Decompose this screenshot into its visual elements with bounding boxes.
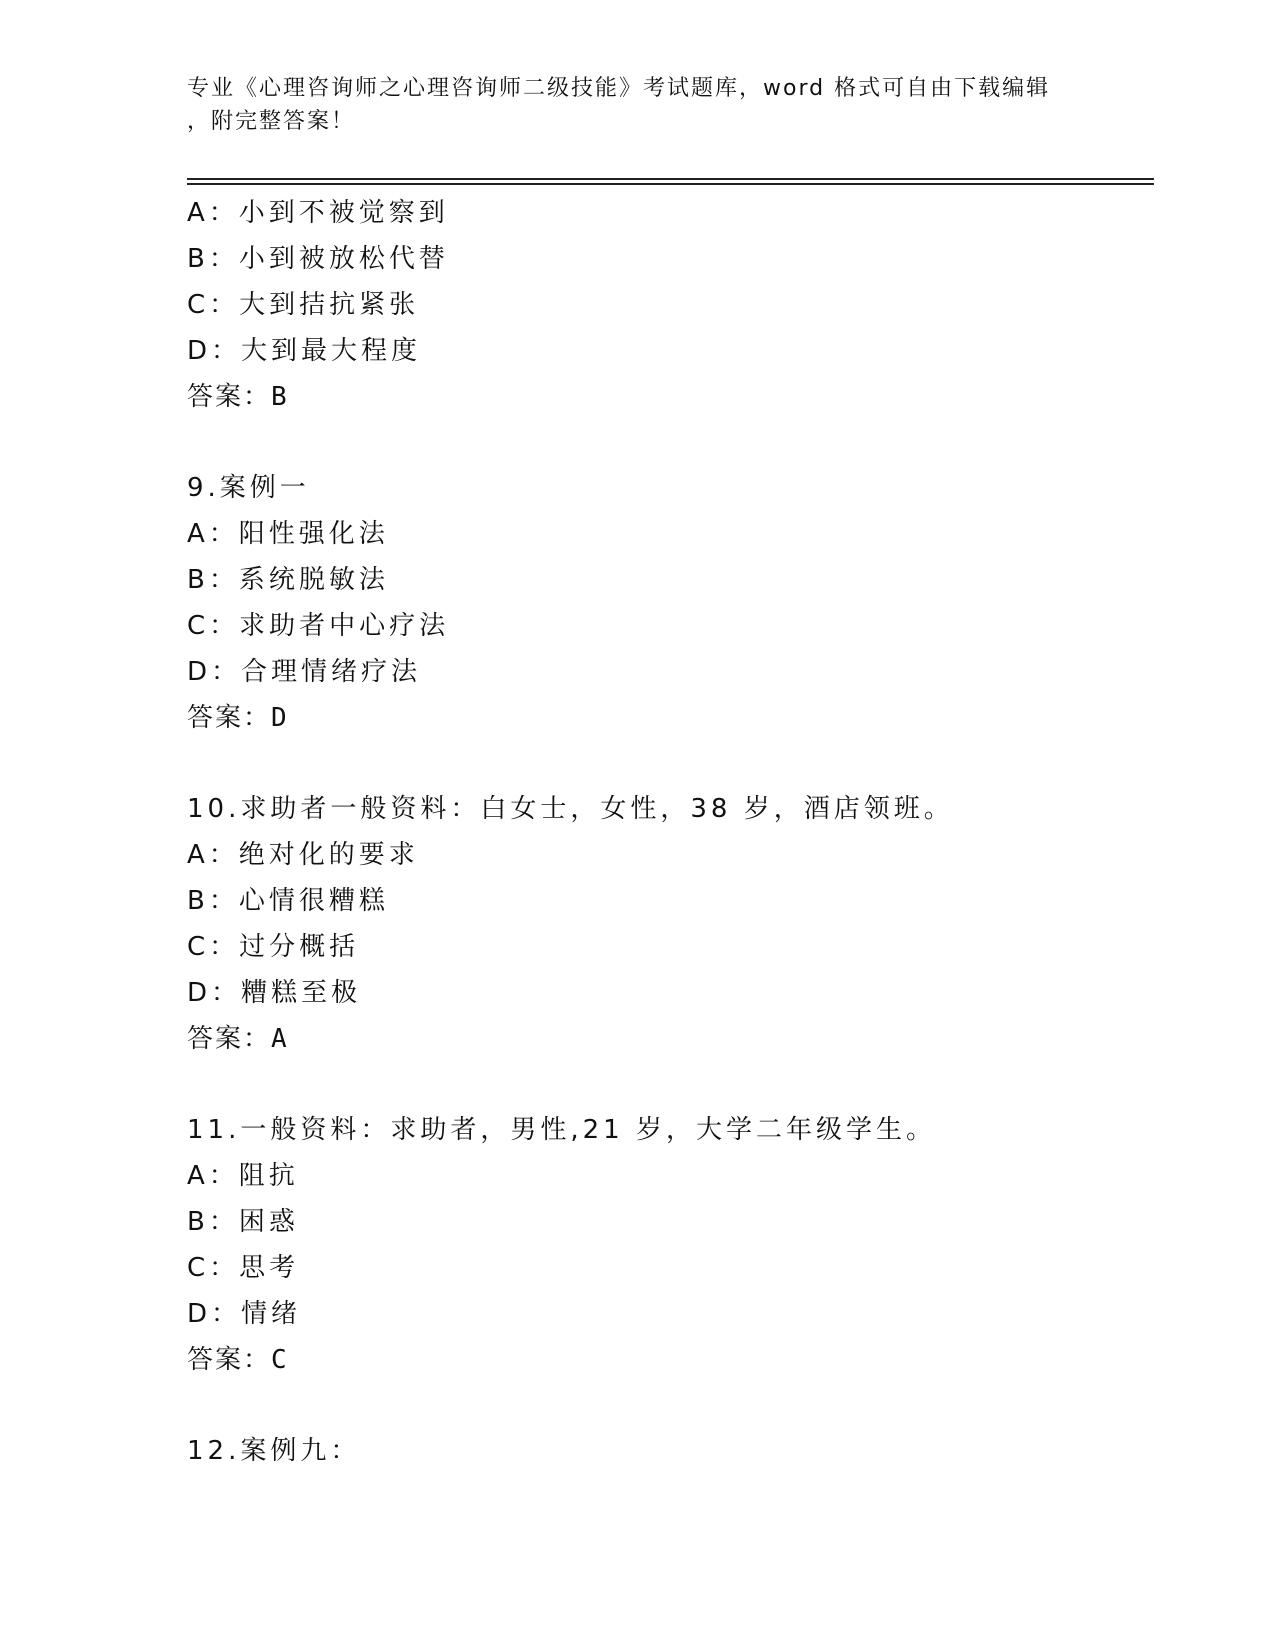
option-a: A：小到不被觉察到 [187,198,449,228]
option-b: B：心情很糟糕 [187,886,389,916]
option-b: B：困惑 [187,1207,299,1237]
question-title: 10.求助者一般资料：白女士，女性，38 岁，酒店领班。 [187,794,954,824]
question-list [187,190,1147,1474]
question-title: 9.案例一 [187,473,310,503]
header-title-line2: ，附完整答案！ [187,109,356,134]
question-12 [187,1428,1147,1474]
option-c: C：过分概括 [187,932,360,962]
answer: 答案：C [187,1345,289,1375]
question-9 [187,465,1147,741]
option-c: C：思考 [187,1253,300,1283]
question-title: 12.案例九： [187,1436,361,1466]
answer: 答案：D [187,703,289,733]
question-title: 11.一般资料：求助者，男性,21 岁，大学二年级学生。 [187,1115,936,1145]
question-11 [187,1107,1147,1383]
header-title-line1: 专业《心理咨询师之心理咨询师二级技能》考试题库，word 格式可自由下载编辑 [187,76,1051,101]
answer: 答案：B [187,382,289,412]
option-d: D：情绪 [187,1299,302,1329]
option-a: A：阳性强化法 [187,519,389,549]
option-b: B：小到被放松代替 [187,244,449,274]
option-d: D：糟糕至极 [187,978,362,1008]
option-a: A：阻抗 [187,1161,299,1191]
option-d: D：合理情绪疗法 [187,657,422,687]
header-divider-top [187,178,1154,180]
option-a: A：绝对化的要求 [187,840,419,870]
header-divider-bottom [187,183,1154,185]
question-8 [187,190,1147,420]
answer: 答案：A [187,1024,289,1054]
option-b: B：系统脱敏法 [187,565,389,595]
question-10 [187,786,1147,1062]
option-d: D：大到最大程度 [187,336,422,366]
document-header [187,72,1087,138]
option-c: C：求助者中心疗法 [187,611,450,641]
option-c: C：大到拮抗紧张 [187,290,420,320]
